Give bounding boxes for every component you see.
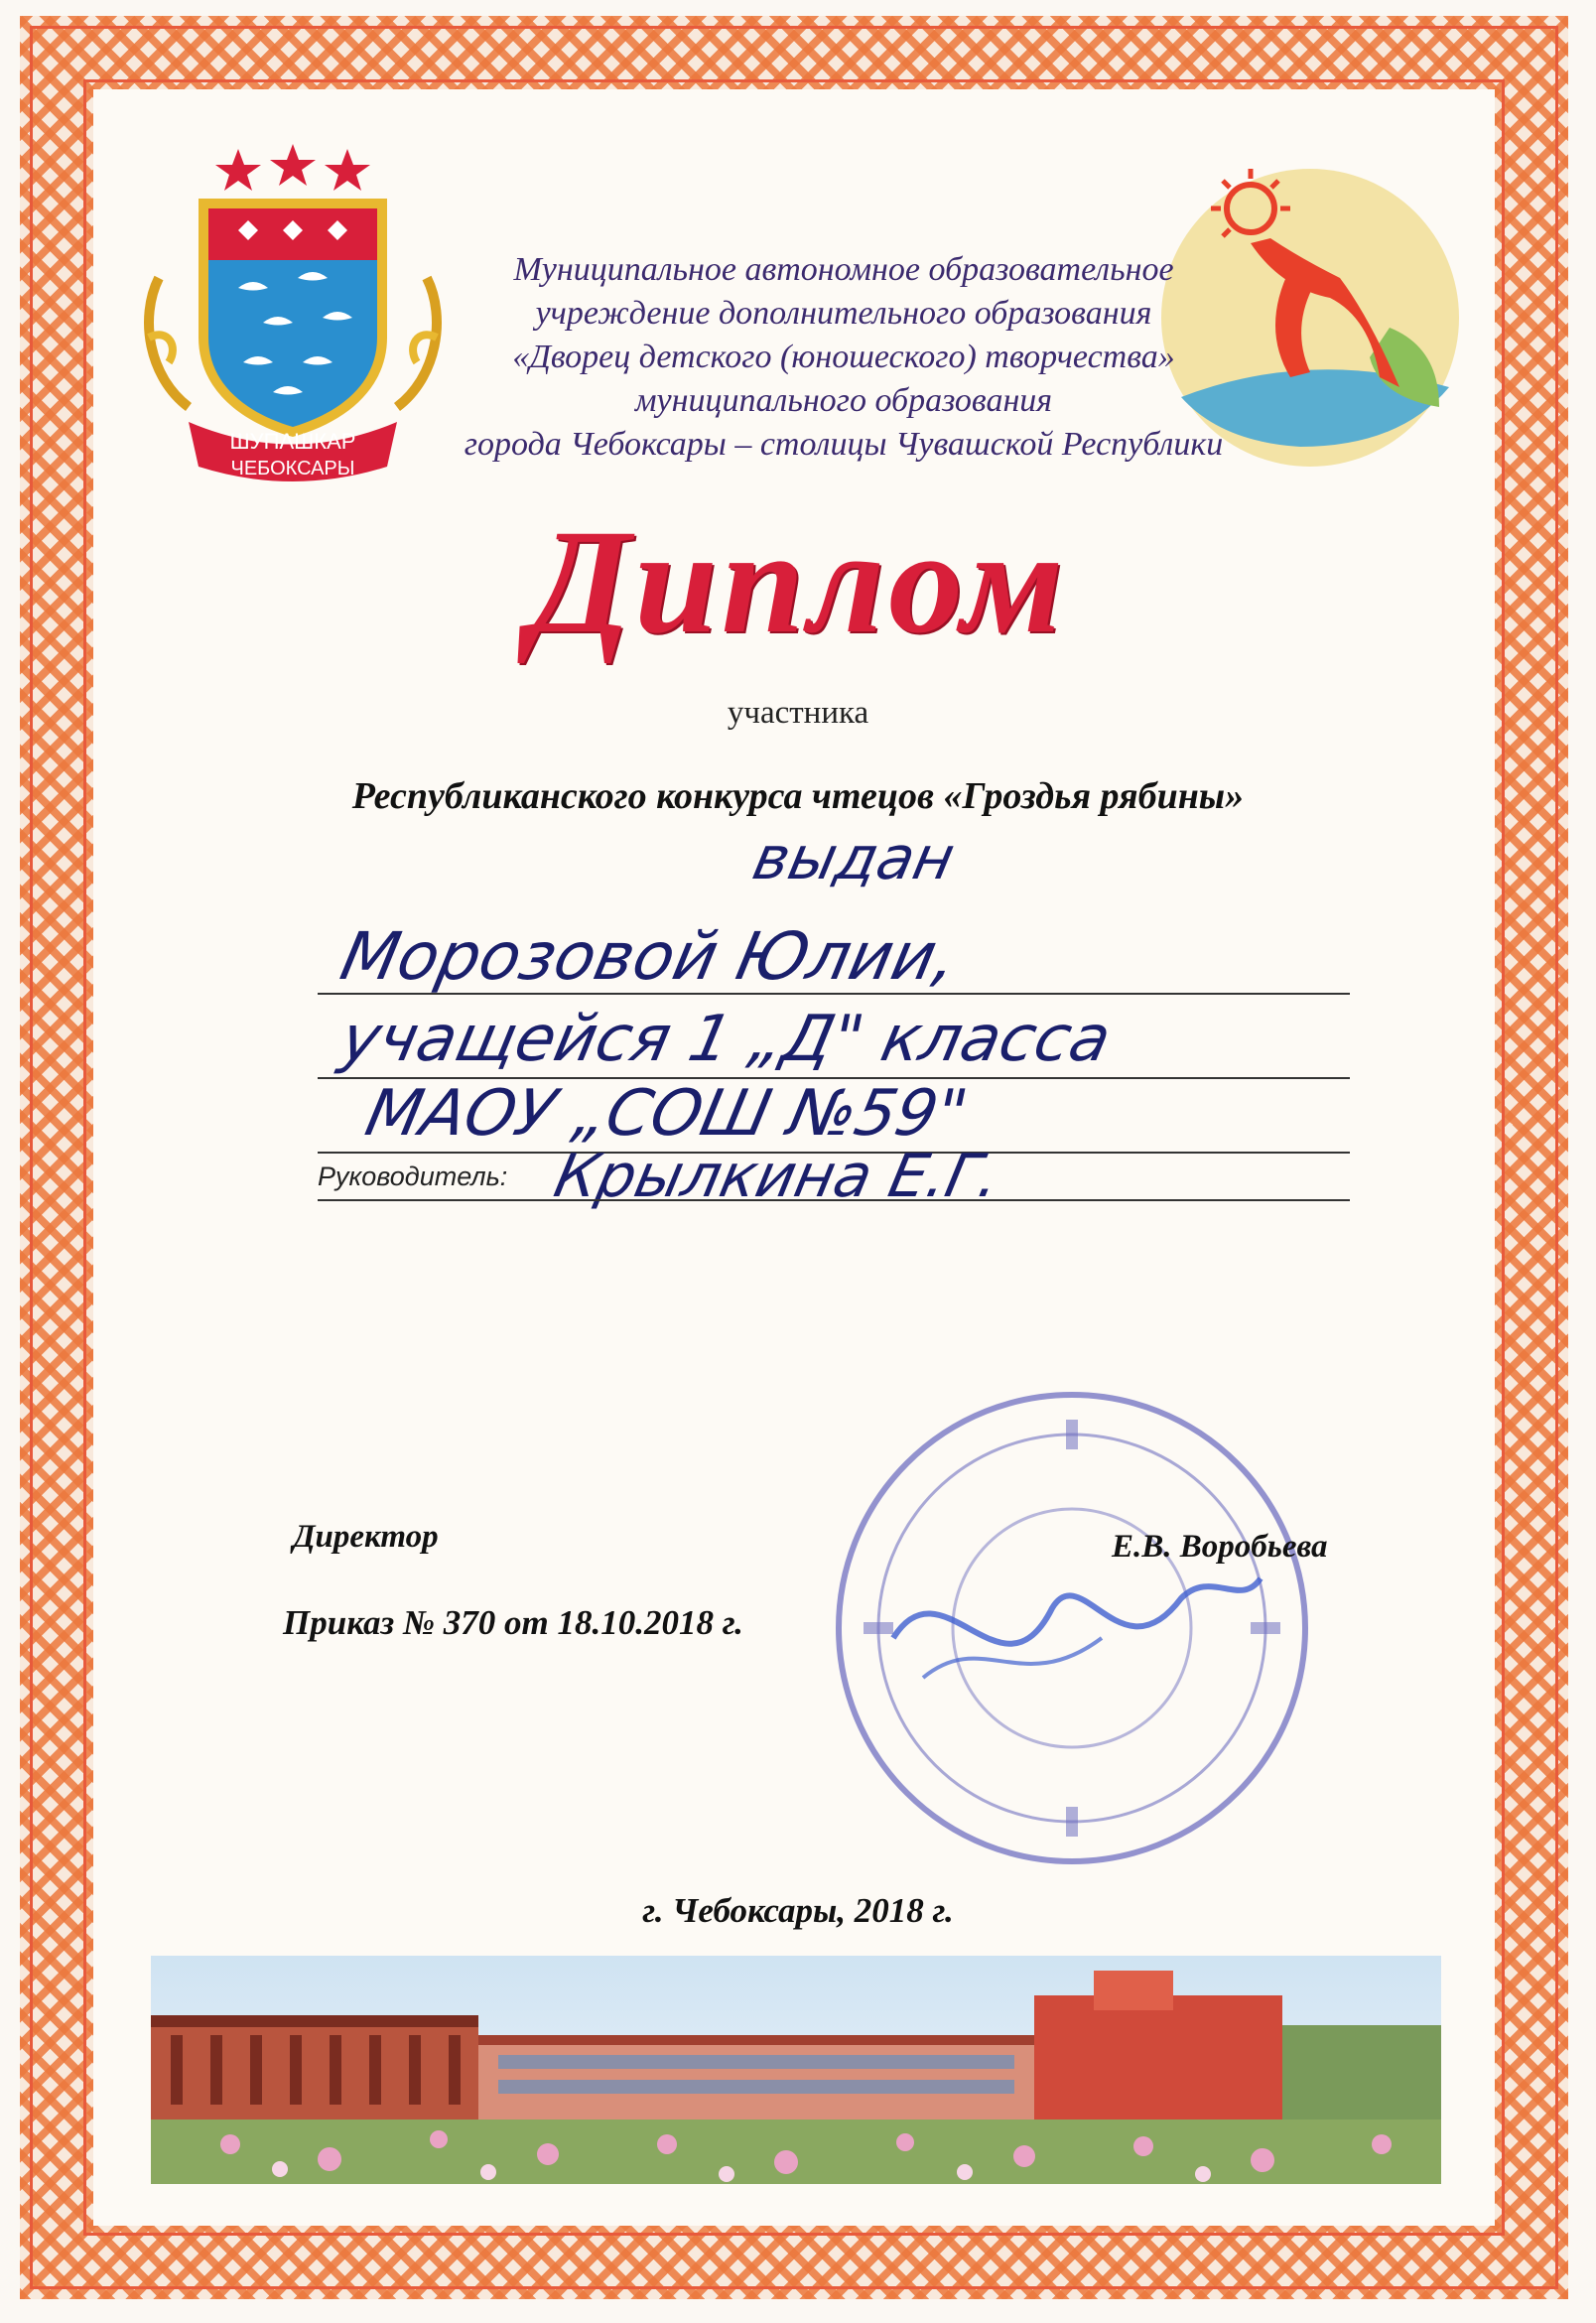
director-name: Е.В. Воробьева [1112, 1529, 1328, 1565]
diploma-subtitle: участника [727, 695, 869, 731]
name-underline [318, 993, 1350, 995]
director-label: Директор [293, 1519, 439, 1555]
handwritten-student-class: учащейся 1 „Д" класса [334, 1003, 1118, 1076]
handwritten-recipient-name: Морозовой Юлии, [333, 918, 965, 995]
institution-line-2: учреждение дополнительного образования [535, 295, 1152, 332]
official-stamp [824, 1380, 1320, 1876]
handwritten-issued: выдан [746, 824, 961, 893]
leader-label: Руководитель: [318, 1162, 508, 1191]
contest-name: Республиканского конкурса чтецов «Гроздья рябины» [351, 775, 1245, 817]
institution-line-3: «Дворец детского (юношеского) творчества» [512, 339, 1175, 375]
diploma-title: Диплом [528, 499, 1068, 664]
institution-line-4: муниципального образования [634, 382, 1053, 419]
institution-line-5: города Чебоксары – столицы Чувашской Республики [464, 426, 1224, 463]
coat-of-arms-emblem [129, 139, 457, 496]
palace-building-photo [151, 1956, 1441, 2184]
handwritten-school: МАОУ „СОШ №59" [359, 1077, 975, 1151]
institution-name [437, 248, 1251, 467]
handwritten-leader-name: Крылкина Е.Г. [548, 1142, 1006, 1211]
city-year: г. Чебоксары, 2018 г. [642, 1891, 954, 1930]
coat-ribbon-text-1: ШУПАШКАР [229, 429, 356, 454]
coat-ribbon-text-2: ЧЕБОКСАРЫ [230, 458, 355, 479]
institution-line-1: Муниципальное автономное образовательное [513, 251, 1174, 288]
leader-underline [318, 1199, 1350, 1201]
order-number: Приказ № 370 от 18.10.2018 г. [283, 1603, 743, 1642]
